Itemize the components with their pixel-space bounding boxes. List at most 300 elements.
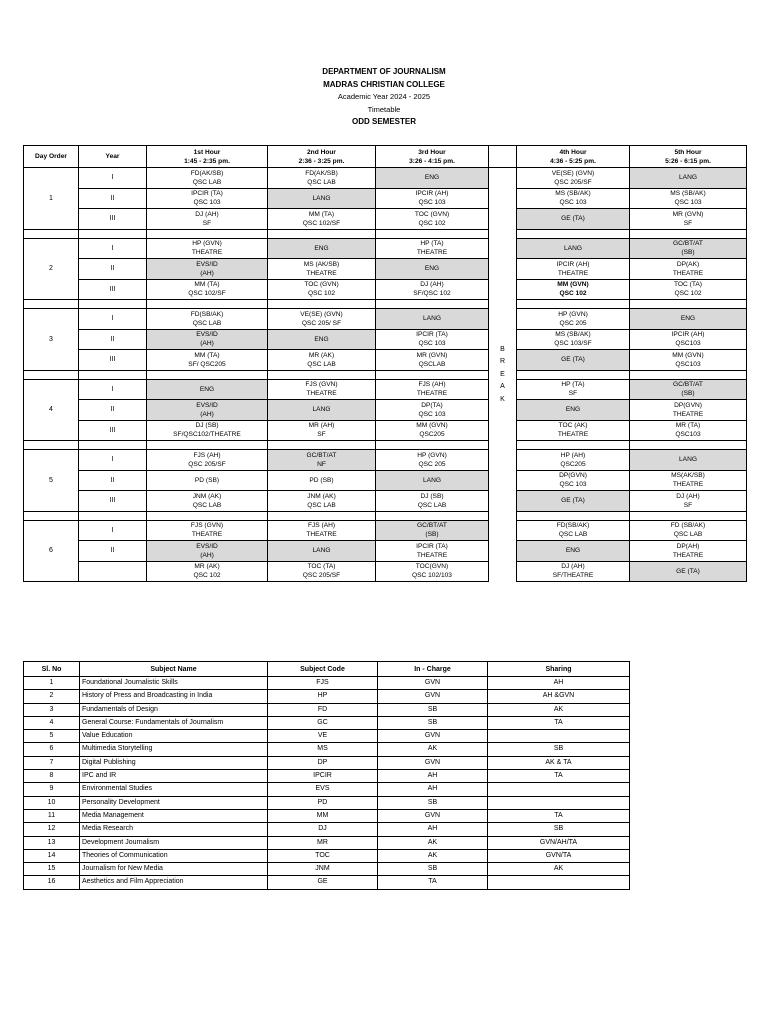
class-slot-line: JNM (AK) xyxy=(307,492,336,500)
class-slot-cell xyxy=(630,450,747,471)
class-slot-cell xyxy=(630,400,747,421)
class-slot-cell xyxy=(376,450,489,471)
class-slot-line: QSC 103 xyxy=(559,481,587,489)
class-slot-cell xyxy=(147,259,268,280)
class-slot-cell xyxy=(517,470,630,491)
spacer-cell xyxy=(630,229,747,238)
break-letter: A xyxy=(500,383,505,390)
class-slot-cell xyxy=(630,379,747,400)
class-slot-line: EVS/ID xyxy=(196,331,218,339)
spacer-cell xyxy=(24,511,79,520)
class-slot-cell xyxy=(517,420,630,441)
class-slot-cell xyxy=(268,259,376,280)
class-slot-line: LANG xyxy=(564,244,582,252)
timetable-row xyxy=(24,309,747,330)
class-slot-line: MM (TA) xyxy=(194,281,220,289)
timetable-row xyxy=(24,470,747,491)
break-letter: E xyxy=(500,370,505,378)
year-cell xyxy=(79,561,147,582)
subject-name-cell: Aesthetics and Film Appreciation xyxy=(80,876,268,889)
class-slot-line: IPCIR (AH) xyxy=(415,190,449,198)
class-slot-line: QSC 103 xyxy=(193,199,221,207)
class-slot-cell xyxy=(268,541,376,562)
class-slot-line: QSC 103 xyxy=(418,340,446,348)
header-hour-3: 3rd Hour 3:26 - 4:15 pm. xyxy=(376,146,489,168)
subject-code-cell: DP xyxy=(268,756,378,769)
class-slot-line: TOC (TA) xyxy=(674,281,702,289)
class-slot-line: (SB) xyxy=(425,531,439,539)
class-slot-line: QSC 103 xyxy=(559,199,587,207)
class-slot-line: HP (GVN) xyxy=(417,451,447,459)
sharing-cell xyxy=(488,796,630,809)
spacer-cell xyxy=(376,441,489,450)
year-cell: III xyxy=(79,420,147,441)
class-slot-line: DJ (AH) xyxy=(420,281,444,289)
class-slot-cell xyxy=(376,168,489,189)
class-slot-line: NF xyxy=(317,460,326,468)
class-slot-line: FD (SB/AK) xyxy=(670,522,706,530)
year-cell: II xyxy=(79,541,147,562)
class-slot-cell xyxy=(517,238,630,259)
class-slot-line: SF xyxy=(568,390,578,398)
sharing-cell: AK xyxy=(488,703,630,716)
header-hour-5: 5th Hour 5:26 - 6:15 pm. xyxy=(630,146,747,168)
day-spacer-row xyxy=(24,511,747,520)
sl-no-cell: 10 xyxy=(24,796,80,809)
class-slot-line: LANG xyxy=(312,406,331,414)
subject-name-cell: Media Research xyxy=(80,823,268,836)
class-slot-cell xyxy=(147,491,268,512)
semester-title: ODD SEMESTER xyxy=(351,117,416,126)
class-slot-line: DP(AH) xyxy=(676,542,700,550)
class-slot-line: THEATRE xyxy=(306,269,337,277)
year-cell: I xyxy=(79,379,147,400)
class-slot-cell xyxy=(376,541,489,562)
spacer-cell xyxy=(24,441,79,450)
class-slot-line: FD(SB/AK) xyxy=(190,310,224,318)
break-letter: B xyxy=(500,345,505,353)
class-slot-line: MS (AK/SB) xyxy=(303,260,340,268)
class-slot-line: DJ (SB) xyxy=(195,422,219,430)
subject-name-cell: History of Press and Broadcasting in India xyxy=(80,690,268,703)
class-slot-line: QSC LAB xyxy=(192,319,222,327)
day-order-cell: 1 xyxy=(24,168,79,230)
in-charge-cell: GVN xyxy=(378,690,488,703)
timetable-row xyxy=(24,238,747,259)
timetable-row xyxy=(24,541,747,562)
spacer-cell xyxy=(268,441,376,450)
class-slot-line: QSC LAB xyxy=(192,501,222,509)
sharing-cell: AH xyxy=(488,677,630,690)
class-slot-cell xyxy=(630,491,747,512)
class-slot-cell xyxy=(268,520,376,541)
class-slot-cell xyxy=(630,259,747,280)
day-spacer-row xyxy=(24,370,747,379)
sharing-cell: TA xyxy=(488,809,630,822)
class-slot-line: THEATRE xyxy=(672,551,704,559)
class-slot-line: QSC103 xyxy=(675,431,701,439)
spacer-cell xyxy=(376,511,489,520)
spacer-cell xyxy=(147,229,268,238)
class-slot-line: QSC LAB xyxy=(673,531,703,539)
class-slot-line: ENG xyxy=(680,315,696,323)
class-slot-cell xyxy=(147,168,268,189)
year-cell: I xyxy=(79,168,147,189)
class-slot-line: QSC 205/SF xyxy=(302,572,341,580)
class-slot-line: MR (AH) xyxy=(308,422,335,430)
class-slot-line: MM (GVN) xyxy=(557,281,589,289)
class-slot-cell xyxy=(376,259,489,280)
class-slot-cell xyxy=(268,209,376,230)
class-slot-line: SF/THEATRE xyxy=(552,572,594,580)
year-cell: III xyxy=(79,209,147,230)
day-spacer-row xyxy=(24,441,747,450)
timetable-row xyxy=(24,520,747,541)
break-letter: R xyxy=(499,358,506,365)
class-slot-line: PD (SB) xyxy=(309,476,334,484)
sl-no-cell: 14 xyxy=(24,849,80,862)
day-order-cell: 4 xyxy=(24,379,79,441)
subject-name-cell: Development Journalism xyxy=(80,836,268,849)
class-slot-line: (AH) xyxy=(200,269,214,277)
header-hour-2: 2nd Hour 2:36 - 3:25 pm. xyxy=(268,146,376,168)
class-slot-line: MS (SB/AK) xyxy=(670,190,706,198)
in-charge-cell: SB xyxy=(378,703,488,716)
subject-code-cell: GC xyxy=(268,716,378,729)
subject-row xyxy=(24,809,630,822)
class-slot-line: THEATRE xyxy=(557,269,589,277)
subject-code-cell: MS xyxy=(268,743,378,756)
class-slot-line: FJS (AH) xyxy=(193,451,221,459)
in-charge-cell: SB xyxy=(378,796,488,809)
spacer-cell xyxy=(79,229,147,238)
spacer-cell xyxy=(630,370,747,379)
subject-row xyxy=(24,756,630,769)
class-slot-line: SF xyxy=(202,219,212,227)
class-slot-cell xyxy=(268,420,376,441)
class-slot-line: (SB) xyxy=(681,390,695,398)
sl-no-cell: 6 xyxy=(24,743,80,756)
spacer-cell xyxy=(24,300,79,309)
year-cell: II xyxy=(79,470,147,491)
class-slot-cell xyxy=(268,470,376,491)
class-slot-line: QSC LAB xyxy=(307,178,336,186)
class-slot-line: IPCIR (TA) xyxy=(191,190,223,198)
year-cell: I xyxy=(79,520,147,541)
class-slot-line: (AH) xyxy=(200,551,214,559)
subject-code-cell: IPCIR xyxy=(268,770,378,783)
in-charge-cell: SB xyxy=(378,863,488,876)
subject-code-cell: DJ xyxy=(268,823,378,836)
in-charge-cell: AH xyxy=(378,770,488,783)
class-slot-line: SF xyxy=(317,431,326,439)
class-slot-cell xyxy=(517,491,630,512)
class-slot-cell xyxy=(376,520,489,541)
class-slot-line: IPCIR (TA) xyxy=(416,542,448,550)
class-slot-line: LANG xyxy=(679,456,697,464)
subject-name-cell: General Course: Fundamentals of Journalism xyxy=(80,716,268,729)
class-slot-line: ENG xyxy=(424,174,440,182)
class-slot-cell xyxy=(147,541,268,562)
class-slot-line: FD(SB/AK) xyxy=(556,522,590,530)
spacer-cell xyxy=(79,300,147,309)
subject-row xyxy=(24,823,630,836)
sharing-cell: AH &GVN xyxy=(488,690,630,703)
spacer-cell xyxy=(79,370,147,379)
spacer-cell xyxy=(268,370,376,379)
class-slot-line: HP (TA) xyxy=(561,381,585,389)
class-slot-cell xyxy=(517,561,630,582)
class-slot-line: THEATRE xyxy=(557,431,589,439)
class-slot-line: QSCLAB xyxy=(418,360,446,368)
subject-row xyxy=(24,743,630,756)
in-charge-cell: GVN xyxy=(378,809,488,822)
sharing-cell: GVN/AH/TA xyxy=(488,836,630,849)
class-slot-line: QSC 102 xyxy=(307,290,336,298)
subject-code-cell: FJS xyxy=(268,677,378,690)
day-spacer-row xyxy=(24,300,747,309)
class-slot-line: EVS/ID xyxy=(196,542,218,550)
class-slot-line: FD(AK/SB) xyxy=(305,169,338,177)
class-slot-cell xyxy=(517,279,630,300)
class-slot-line: DP(TA) xyxy=(421,401,443,409)
break-letter: K xyxy=(500,395,505,403)
class-slot-line: LANG xyxy=(312,194,331,202)
class-slot-line: FJS (AH) xyxy=(307,522,336,530)
spacer-cell xyxy=(147,370,268,379)
class-slot-line: QSC205 xyxy=(560,460,586,468)
class-slot-cell xyxy=(376,188,489,209)
spacer-cell xyxy=(79,441,147,450)
class-slot-line: TOC (GVN) xyxy=(304,281,339,289)
class-slot-cell xyxy=(268,491,376,512)
spacer-cell xyxy=(517,441,630,450)
year-cell: II xyxy=(79,329,147,350)
sl-no-cell: 16 xyxy=(24,876,80,889)
in-charge-cell: SB xyxy=(378,716,488,729)
class-slot-line: THEATRE xyxy=(191,249,223,257)
class-slot-line: DJ (SB) xyxy=(420,492,444,500)
class-slot-line: DP(GVN) xyxy=(559,472,587,480)
class-slot-cell xyxy=(376,420,489,441)
class-slot-line: HP (GVN) xyxy=(192,240,222,248)
class-slot-cell xyxy=(268,350,376,371)
subject-row xyxy=(24,836,630,849)
sharing-cell: AK & TA xyxy=(488,756,630,769)
class-slot-cell xyxy=(147,350,268,371)
class-slot-line: QSC 103 xyxy=(674,199,702,207)
spacer-cell xyxy=(376,370,489,379)
class-slot-line: QSC 205/ SF xyxy=(301,319,342,327)
subject-code-cell: FD xyxy=(268,703,378,716)
spacer-cell xyxy=(517,511,630,520)
class-slot-line: MR (AK) xyxy=(308,351,335,359)
class-slot-line: (AH) xyxy=(200,410,214,418)
class-slot-line: ENG xyxy=(565,406,581,414)
class-slot-cell xyxy=(376,238,489,259)
class-slot-line: QSC 102/SF xyxy=(188,290,226,298)
class-slot-cell xyxy=(376,209,489,230)
spacer-cell xyxy=(630,300,747,309)
class-slot-line: THEATRE xyxy=(672,481,704,489)
class-slot-line: DJ (AH) xyxy=(195,210,219,218)
year-cell: III xyxy=(79,491,147,512)
header-subject-code: Subject Code xyxy=(268,662,378,677)
subject-row xyxy=(24,783,630,796)
year-cell: II xyxy=(79,259,147,280)
year-cell: II xyxy=(79,188,147,209)
sl-no-cell: 2 xyxy=(24,690,80,703)
class-slot-cell xyxy=(630,238,747,259)
subject-code-cell: MM xyxy=(268,809,378,822)
subject-code-cell: TOC xyxy=(268,849,378,862)
spacer-cell xyxy=(147,300,268,309)
day-spacer-row xyxy=(24,229,747,238)
in-charge-cell: GVN xyxy=(378,677,488,690)
class-slot-line: FD(AK/SB) xyxy=(190,169,224,177)
class-slot-line: PD (SB) xyxy=(194,476,220,484)
class-slot-cell xyxy=(630,470,747,491)
spacer-cell xyxy=(24,370,79,379)
timetable-row xyxy=(24,209,747,230)
timetable-row xyxy=(24,168,747,189)
class-slot-line: VE(SE) (GVN) xyxy=(551,169,595,177)
class-slot-cell xyxy=(147,420,268,441)
class-slot-line: ENG xyxy=(314,244,329,252)
timetable-row xyxy=(24,188,747,209)
class-slot-line: GE (TA) xyxy=(561,215,585,223)
class-slot-cell xyxy=(517,541,630,562)
class-slot-cell xyxy=(376,470,489,491)
spacer-cell xyxy=(517,300,630,309)
class-slot-line: QSC103 xyxy=(675,340,701,348)
subject-code-cell: JNM xyxy=(268,863,378,876)
class-slot-cell xyxy=(517,520,630,541)
class-slot-line: IPCIR (TA) xyxy=(416,331,448,339)
class-slot-line: SF/ QSC205 xyxy=(188,360,226,368)
day-order-cell: 6 xyxy=(24,520,79,582)
header-sharing: Sharing xyxy=(488,662,630,677)
class-slot-line: THEATRE xyxy=(416,390,448,398)
class-slot-line: THEATRE xyxy=(672,410,704,418)
sl-no-cell: 8 xyxy=(24,770,80,783)
academic-year: Academic Year 2024 - 2025 xyxy=(337,92,431,101)
subject-row xyxy=(24,863,630,876)
class-slot-cell xyxy=(147,309,268,330)
class-slot-cell xyxy=(376,491,489,512)
header-year: Year xyxy=(79,146,147,168)
header-break xyxy=(489,146,517,168)
class-slot-cell xyxy=(376,379,489,400)
timetable-row xyxy=(24,350,747,371)
class-slot-cell xyxy=(630,561,747,582)
sharing-cell: TA xyxy=(488,716,630,729)
spacer-cell xyxy=(147,511,268,520)
class-slot-line: TOC (GVN) xyxy=(414,210,450,218)
class-slot-line: DP(AK) xyxy=(676,260,700,268)
break-column xyxy=(489,168,517,582)
in-charge-cell: AK xyxy=(378,849,488,862)
subject-row xyxy=(24,690,630,703)
class-slot-line: SF xyxy=(683,219,693,227)
class-slot-cell xyxy=(630,541,747,562)
spacer-cell xyxy=(517,370,630,379)
header-subject-name: Subject Name xyxy=(80,662,268,677)
class-slot-line: LANG xyxy=(423,476,441,484)
class-slot-line: MR (GVN) xyxy=(416,351,448,359)
sharing-cell: AK xyxy=(488,863,630,876)
timetable-row xyxy=(24,279,747,300)
class-slot-line: QSC103 xyxy=(675,360,701,368)
class-slot-cell xyxy=(376,279,489,300)
class-slot-line: QSC LAB xyxy=(307,501,336,509)
in-charge-cell: AK xyxy=(378,743,488,756)
class-slot-line: QSC LAB xyxy=(307,360,336,368)
class-slot-cell xyxy=(147,400,268,421)
subject-name-cell: Digital Publishing xyxy=(80,756,268,769)
sl-no-cell: 9 xyxy=(24,783,80,796)
subject-code-cell: MR xyxy=(268,836,378,849)
header-hour-1: 1st Hour 1:45 - 2:35 pm. xyxy=(147,146,268,168)
year-cell: I xyxy=(79,450,147,471)
subject-name-cell: Value Education xyxy=(80,730,268,743)
class-slot-line: GC/BT/AT xyxy=(673,381,703,389)
subject-code-cell: EVS xyxy=(268,783,378,796)
class-slot-cell xyxy=(517,188,630,209)
year-cell: II xyxy=(79,400,147,421)
class-slot-line: MM (TA) xyxy=(308,210,335,218)
subject-row xyxy=(24,716,630,729)
class-slot-cell xyxy=(517,168,630,189)
document-header xyxy=(0,66,768,129)
class-slot-cell xyxy=(268,561,376,582)
header-in-charge: In - Charge xyxy=(378,662,488,677)
class-slot-cell xyxy=(376,309,489,330)
class-slot-line: MS (SB/AK) xyxy=(555,331,591,339)
class-slot-cell xyxy=(517,379,630,400)
subject-name-cell: Personality Development xyxy=(80,796,268,809)
class-slot-line: EVS/ID xyxy=(196,260,218,268)
sl-no-cell: 15 xyxy=(24,863,80,876)
in-charge-cell: TA xyxy=(378,876,488,889)
day-order-cell: 2 xyxy=(24,238,79,300)
class-slot-line: HP (TA) xyxy=(420,240,444,248)
class-slot-cell xyxy=(376,561,489,582)
subject-name-cell: Fundamentals of Design xyxy=(80,703,268,716)
class-slot-line: TOC(GVN) xyxy=(415,563,449,571)
class-slot-line: SF/QSC 102 xyxy=(413,290,451,298)
class-slot-line: (SB) xyxy=(681,249,695,257)
class-slot-line: QSC 205 xyxy=(418,460,446,468)
class-slot-cell xyxy=(517,309,630,330)
sl-no-cell: 3 xyxy=(24,703,80,716)
subject-name-cell: Multimedia Storytelling xyxy=(80,743,268,756)
class-slot-line: HP (GVN) xyxy=(558,310,588,318)
class-slot-cell xyxy=(268,188,376,209)
class-slot-cell xyxy=(517,209,630,230)
subjects-table xyxy=(23,661,630,890)
timetable-row xyxy=(24,420,747,441)
header-hour-4: 4th Hour 4:36 - 5:25 pm. xyxy=(517,146,630,168)
class-slot-cell xyxy=(517,329,630,350)
class-slot-line: QSC 102 xyxy=(559,290,587,298)
class-slot-line: QSC 103/SF xyxy=(554,340,592,348)
college-title: MADRAS CHRISTIAN COLLEGE xyxy=(323,79,445,89)
class-slot-line: LANG xyxy=(312,547,331,555)
sl-no-cell: 13 xyxy=(24,836,80,849)
day-order-cell: 3 xyxy=(24,309,79,371)
class-slot-line: THEATRE xyxy=(416,551,448,559)
